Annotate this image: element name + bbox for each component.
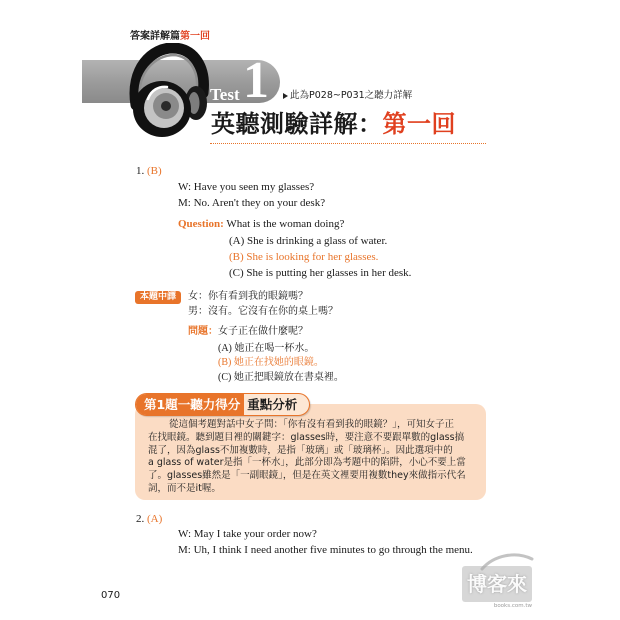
- translation-option-a: (A) 她正在喝一杯水。: [218, 343, 315, 354]
- analysis-tab-label: 第1題一聽力得分: [136, 394, 244, 415]
- translation-option-b: (B) 她正在找她的眼鏡。: [218, 357, 324, 368]
- dialogue-line: W: May I take your order now?: [178, 528, 317, 540]
- page-reference-text: 此為P028~P031之聽力詳解: [290, 90, 413, 101]
- page-title-part: 第一回: [382, 109, 456, 138]
- question-1-heading: [136, 164, 162, 178]
- question-number: 1.: [136, 165, 145, 177]
- question-label: Question:: [178, 218, 224, 230]
- dialogue-line: W: Have you seen my glasses?: [178, 181, 315, 193]
- question-answer: (B): [147, 165, 162, 177]
- page-number: 070: [101, 590, 121, 601]
- analysis-line: 在找眼鏡。聽到題目裡的關鍵字：glasses時，要注意不要跟單數的glass搞: [148, 431, 465, 443]
- analysis-tab: [135, 393, 310, 416]
- page-title: [211, 110, 456, 138]
- analysis-line: 詞，而不是it喔。: [148, 482, 221, 494]
- analysis-line: a glass of water是指「一杯水」，此部分即為考題中的陷阱，小心不要上當: [148, 457, 466, 469]
- running-head: [130, 31, 210, 43]
- watermark-site: books.com.tw: [493, 603, 532, 609]
- translation-line: 女：你有看到我的眼鏡嗎？: [188, 291, 308, 302]
- question-text: What is the woman doing?: [226, 218, 345, 230]
- headphones-icon: [126, 43, 210, 138]
- analysis-tab-suffix: 重點分析: [247, 397, 298, 412]
- option-c: (C) She is putting her glasses in her desk.: [229, 267, 412, 279]
- page-reference: [283, 90, 412, 102]
- running-head-part: 第一回: [180, 31, 210, 42]
- option-a: (A) She is drinking a glass of water.: [229, 235, 388, 247]
- dialogue-line: M: No. Aren't they on your desk?: [178, 197, 326, 209]
- translation-badge: 本題中譯: [135, 291, 181, 304]
- triangle-bullet-icon: [283, 93, 288, 99]
- question-2-heading: [136, 512, 162, 526]
- running-head-section: 答案詳解篇: [130, 31, 180, 42]
- translation-option-c: (C) 她正把眼鏡放在書桌裡。: [218, 372, 344, 383]
- question-prompt: [178, 217, 344, 231]
- test-word: Test: [210, 85, 240, 104]
- watermark-logo-text: 博客來: [467, 572, 527, 596]
- title-divider: [210, 143, 486, 144]
- translation-question: [188, 325, 308, 339]
- option-b: (B) She is looking for her glasses.: [229, 251, 379, 263]
- analysis-line: 了。glasses雖然是「一副眼鏡」，但是在英文裡要用複數they來做指示代名: [148, 470, 466, 482]
- analysis-text: [148, 419, 480, 496]
- page-title-main: 英聽測驗詳解：: [211, 109, 383, 138]
- analysis-line: 混了，因為glass不加複數時，是指「玻璃」或「玻璃杯」。因此選項中的: [148, 444, 453, 456]
- translation-line: 男：沒有。它沒有在你的桌上嗎？: [188, 306, 338, 317]
- translation-question-label: 問題：: [188, 326, 218, 337]
- swoosh-icon: [478, 551, 536, 571]
- question-number: 2.: [136, 513, 145, 525]
- analysis-line: 從這個考題對話中女子問：「你有沒有看到我的眼鏡？」，可知女子正: [169, 419, 455, 430]
- test-number: 1: [243, 52, 269, 109]
- question-answer: (A): [147, 513, 163, 525]
- dialogue-line: M: Uh, I think I need another five minutes to go through the menu.: [178, 544, 473, 556]
- translation-question-text: 女子正在做什麼呢？: [218, 326, 308, 337]
